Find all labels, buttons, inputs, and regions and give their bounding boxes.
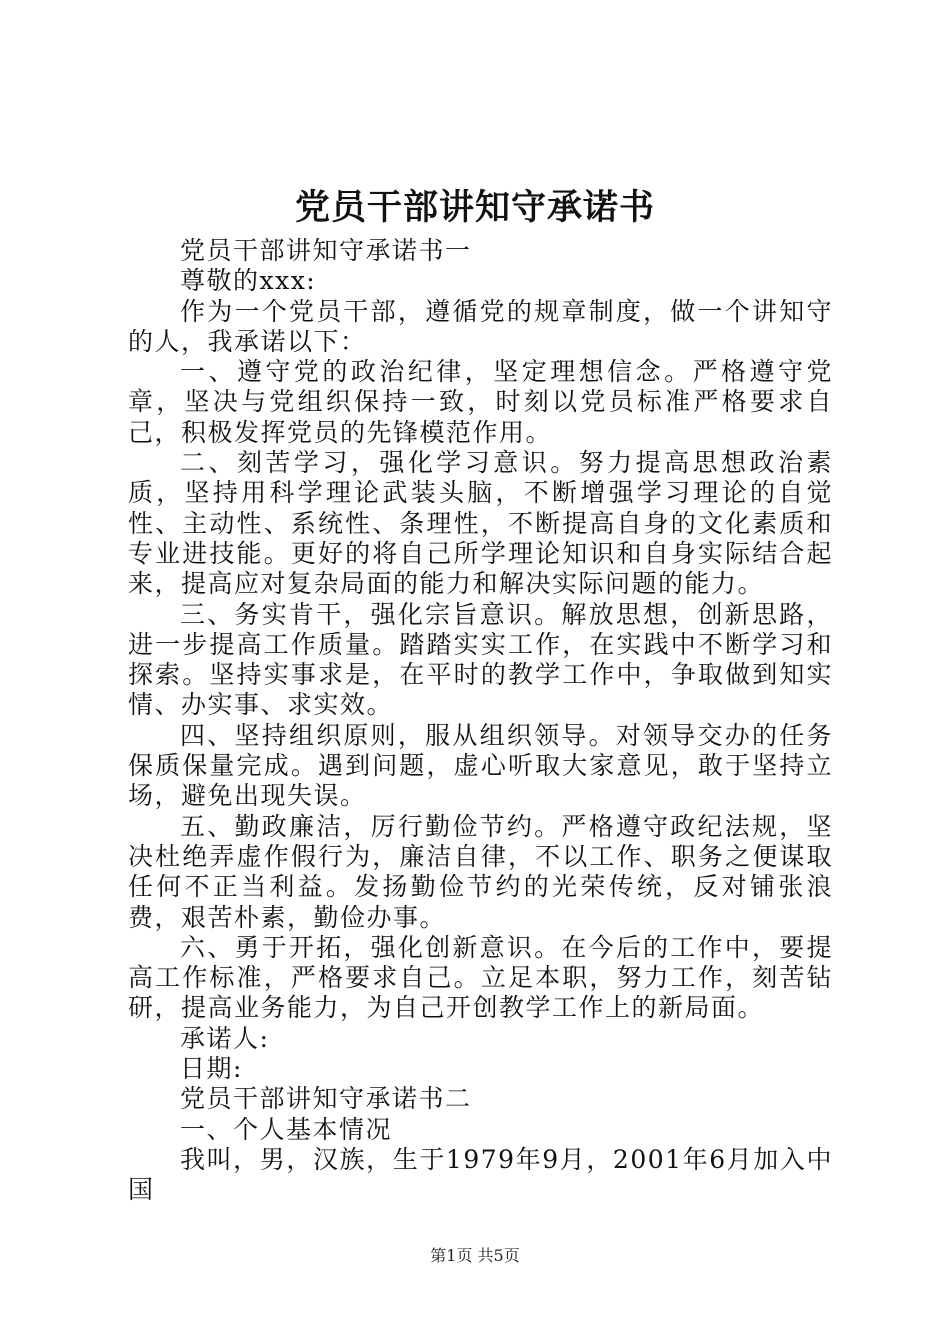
paragraph: 我叫，男，汉族，生于1979年9月，2001年6月加入中国 [128,1144,833,1205]
document-body [128,236,833,1206]
paragraph: 党员干部讲知守承诺书一 [180,236,472,265]
paragraph: 五、勤政廉洁，厉行勤俭节约。严格遵守政纪法规，坚决杜绝弄虚作假行为，廉洁自律，不以工作、职务之便谋取任何不正当利益。发扬勤俭节约的光荣传统，反对铺张浪费，艰苦朴素，勤俭办事。 [128,811,833,932]
document-title: 党员干部讲知守承诺书 [294,187,655,228]
signature-line: 承诺人: [180,1023,270,1053]
paragraph: 四、坚持组织原则，服从组织领导。对领导交办的任务保质保量完成。遇到问题，虚心听取大家意见，敢于坚持立场，避免出现失误。 [128,720,833,811]
paragraph: 二、刻苦学习，强化学习意识。努力提高思想政治素质，坚持用科学理论武装头脑，不断增强学习理论的自觉性、主动性、系统性、条理性，不断提高自身的文化素质和专业进技能。更好的将自己所学理论知识和自身实际结合起来，提高应对复杂局面的能力和解决实际问题的能力。 [128,448,833,599]
paragraph: 六、勇于开拓，强化创新意识。在今后的工作中，要提高工作标准，严格要求自己。立足本职，努力工作，刻苦钻研，提高业务能力，为自己开创教学工作上的新局面。 [128,932,833,1023]
paragraph: 三、务实肯干，强化宗旨意识。解放思想，创新思路，进一步提高工作质量。踏踏实实工作，在实践中不断学习和探索。坚持实事求是，在平时的教学工作中，争取做到知实情、办实事、求实效。 [128,599,833,720]
date-line: 日期: [180,1054,243,1084]
paragraph: 一、遵守党的政治纪律，坚定理想信念。严格遵守党章，坚决与党组织保持一致，时刻以党员标准严格要求自己，积极发挥党员的先锋模范作用。 [128,357,833,447]
paragraph: 作为一个党员干部，遵循党的规章制度，做一个讲知守的人，我承诺以下： [128,296,833,356]
section-heading: 党员干部讲知守承诺书二 [180,1084,472,1114]
page-footer: 第1页 共5页 [430,1246,520,1265]
paragraph: 尊敬的xxx: [180,266,317,296]
subsection-heading: 一、个人基本情况 [180,1114,393,1144]
